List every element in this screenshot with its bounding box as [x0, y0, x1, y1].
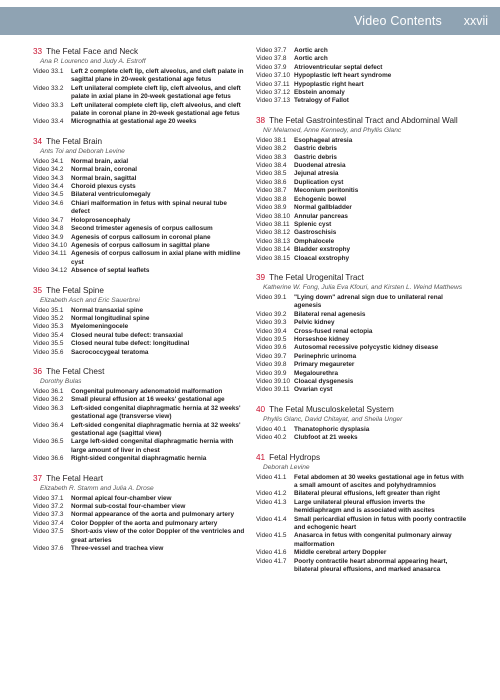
video-title: Agenesis of corpus callosum in sagittal plane: [71, 241, 210, 249]
video-number: Video 39.9: [256, 369, 287, 377]
chapter-number: 37: [33, 473, 43, 483]
video-entry[interactable]: [33, 528, 245, 545]
video-entry[interactable]: [33, 68, 245, 85]
chapter-number: 40: [256, 404, 266, 414]
video-number: Video 40.2: [256, 434, 287, 442]
chapter-section: [33, 474, 245, 554]
video-entry[interactable]: [256, 204, 468, 212]
video-entry[interactable]: [256, 238, 468, 246]
video-entry[interactable]: [256, 386, 468, 394]
video-title: Chiari malformation in fetus with spinal neural tube defect: [71, 199, 227, 216]
chapter-authors: Katherine W. Fong, Julia Eva Kfouri, and Kirsten L. Weind Matthews: [263, 283, 463, 291]
video-entry[interactable]: [33, 267, 245, 275]
video-number: Video 38.9: [256, 204, 287, 212]
video-number: Video 38.1: [256, 136, 287, 144]
video-entry[interactable]: [256, 72, 468, 80]
video-entry[interactable]: [33, 405, 245, 422]
video-number: Video 33.4: [33, 118, 64, 126]
video-title: Congenital pulmonary adenomatoid malformation: [71, 387, 223, 395]
page-number: xxvii: [463, 14, 488, 28]
video-title: Left-sided congenital diaphragmatic hernia at 32 weeks' gestational age (sagittal view): [71, 421, 241, 437]
video-title: Normal appearance of the aorta and pulmonary artery: [71, 511, 235, 519]
video-title: Short-axis view of the color Doppler of the ventricles and great arteries: [71, 528, 245, 544]
video-number: Video 41.7: [256, 557, 287, 565]
video-title: Sacrococcygeal teratoma: [71, 348, 149, 356]
video-entry[interactable]: [33, 158, 245, 166]
video-entry[interactable]: [256, 81, 468, 89]
video-number: Video 38.10: [256, 212, 290, 220]
video-entry[interactable]: [256, 97, 468, 105]
video-title: Second trimester agenesis of corpus callosum: [71, 225, 213, 233]
video-entry[interactable]: [256, 370, 468, 378]
video-entry[interactable]: [256, 549, 468, 557]
video-number: Video 37.3: [33, 511, 64, 519]
video-entry[interactable]: [256, 311, 468, 319]
video-title: Right-sided congenital diaphragmatic hernia: [71, 455, 207, 463]
video-number: Video 34.5: [33, 191, 64, 199]
video-title: Anasarca in fetus with congenital pulmonary airway malformation: [294, 532, 452, 548]
video-title: Agenesis of corpus callosum in coronal plane: [71, 233, 211, 241]
video-title: Holoprosencephaly: [71, 216, 131, 224]
video-entry[interactable]: [256, 426, 468, 434]
chapter-number: 33: [33, 47, 43, 56]
video-entry[interactable]: [256, 532, 468, 549]
video-title: Middle cerebral artery Doppler: [294, 549, 387, 557]
video-entry[interactable]: [33, 511, 245, 519]
video-entry[interactable]: [256, 246, 468, 254]
video-title: Splenic cyst: [294, 220, 332, 228]
video-entry[interactable]: [33, 242, 245, 250]
video-entry[interactable]: [256, 319, 468, 327]
video-entry[interactable]: [256, 255, 468, 263]
video-number: Video 39.1: [256, 293, 287, 301]
chapter-heading: [33, 137, 245, 147]
video-number: Video 37.4: [33, 519, 64, 527]
video-number: Video 34.9: [33, 233, 64, 241]
chapter-heading: [33, 474, 245, 484]
video-number: Video 39.3: [256, 319, 287, 327]
video-title: Jejunal atresia: [294, 170, 339, 178]
chapter-section: [256, 453, 468, 575]
video-title: Omphalocele: [294, 237, 335, 245]
chapter-authors: Phyllis Glanc, David Chitayat, and Sheila Unger: [263, 415, 403, 423]
video-title: Absence of septal leaflets: [71, 267, 150, 275]
video-entry[interactable]: [33, 396, 245, 404]
chapter-heading: [33, 286, 245, 296]
left-column: [33, 47, 245, 563]
video-entry[interactable]: [33, 307, 245, 315]
video-number: Video 37.6: [33, 545, 64, 553]
video-entry[interactable]: [33, 118, 245, 126]
video-entry[interactable]: [33, 234, 245, 242]
video-entry[interactable]: [256, 221, 468, 229]
video-title: Echogenic bowel: [294, 195, 347, 203]
chapter-title: The Fetal Urogenital Tract: [269, 272, 364, 282]
video-title: Closed neural tube defect: longitudinal: [71, 340, 190, 348]
chapter-heading: [256, 453, 468, 463]
video-title: Left 2 complete cleft lip, cleft alveolus, and cleft palate in sagittal plane in 20-week gestational age fetus: [71, 68, 244, 84]
chapter-title: The Fetal Face and Neck: [46, 47, 139, 56]
chapter-heading: [33, 47, 245, 57]
video-entry[interactable]: [256, 170, 468, 178]
video-number: Video 34.11: [33, 250, 67, 258]
video-number: Video 33.2: [33, 84, 64, 92]
video-entry[interactable]: [256, 137, 468, 145]
video-title: Duplication cyst: [294, 178, 344, 186]
video-title: Micrognathia at gestational age 20 weeks: [71, 118, 197, 126]
chapter-number: 41: [256, 452, 266, 462]
video-entry[interactable]: [33, 191, 245, 199]
video-title: "Lying down" adrenal sign due to unilateral renal agenesis: [294, 293, 443, 310]
video-title: Small pericardial effusion in fetus with poorly contractile and echogenic heart: [294, 515, 467, 532]
chapter-title: The Fetal Heart: [46, 473, 103, 483]
video-entry[interactable]: [256, 344, 468, 352]
video-title: Duodenal atresia: [294, 162, 346, 170]
chapter-section: [256, 273, 468, 395]
video-number: Video 34.7: [33, 216, 64, 224]
video-number: Video 36.6: [33, 455, 64, 463]
video-entry[interactable]: [256, 47, 468, 55]
video-title: Bladder exstrophy: [294, 246, 351, 254]
chapter-number: 38: [256, 115, 266, 125]
video-number: Video 41.3: [256, 498, 287, 506]
video-entry[interactable]: [256, 294, 468, 311]
chapter-authors: Ants Toi and Deborah Levine: [40, 147, 125, 155]
video-entry[interactable]: [256, 434, 468, 442]
video-entry[interactable]: [256, 474, 468, 491]
chapter-authors: Elizabeth Asch and Eric Sauerbrei: [40, 296, 140, 304]
video-entry[interactable]: [256, 516, 468, 533]
video-number: Video 35.1: [33, 306, 64, 314]
video-entry[interactable]: [33, 340, 245, 348]
video-title: Horseshoe kidney: [294, 335, 350, 343]
running-header: [0, 7, 500, 35]
video-title: Large left-sided congenital diaphragmatic hernia with large amount of liver in chest: [71, 438, 234, 454]
video-entry[interactable]: [33, 166, 245, 174]
chapter-heading: [33, 367, 245, 377]
video-title: Left unilateral complete cleft lip, cleft alveolus, and cleft palate in axial plane in 20-week gestational age fetus: [71, 84, 241, 101]
video-entry[interactable]: [256, 499, 468, 516]
video-title: Aortic arch: [294, 47, 328, 54]
video-title: Hypoplastic left heart syndrome: [294, 72, 392, 80]
video-title: Autosomal recessive polycystic kidney disease: [294, 344, 439, 352]
video-number: Video 39.5: [256, 335, 287, 343]
video-number: Video 37.9: [256, 63, 287, 71]
video-number: Video 38.13: [256, 237, 290, 245]
video-title: Left-sided congenital diaphragmatic hernia at 32 weeks' gestational age (transverse view): [71, 404, 241, 421]
video-number: Video 36.5: [33, 438, 64, 446]
chapter-title: The Fetal Brain: [46, 136, 103, 146]
video-entry[interactable]: [256, 187, 468, 195]
chapter-title: The Fetal Musculoskeletal System: [269, 404, 394, 414]
video-title: Clubfoot at 21 weeks: [294, 434, 358, 442]
chapter-authors: Dorothy Bulas: [40, 377, 82, 385]
video-number: Video 39.2: [256, 310, 287, 318]
video-title: Bilateral pleural effusions, left greater than right: [294, 490, 440, 498]
video-number: Video 35.5: [33, 340, 64, 348]
video-number: Video 39.7: [256, 352, 287, 360]
video-number: Video 35.4: [33, 331, 64, 339]
video-entry[interactable]: [256, 490, 468, 498]
video-entry[interactable]: [256, 336, 468, 344]
chapter-authors: Deborah Levine: [263, 463, 310, 471]
video-number: Video 38.3: [256, 153, 287, 161]
chapter-number: 35: [33, 285, 43, 295]
video-entry[interactable]: [256, 558, 468, 575]
video-number: Video 38.14: [256, 246, 290, 254]
video-number: Video 37.1: [33, 494, 64, 502]
video-entry[interactable]: [256, 154, 468, 162]
video-entry[interactable]: [33, 250, 245, 267]
chapter-title: The Fetal Gastrointestinal Tract and Abdominal Wall: [269, 115, 458, 125]
video-number: Video 39.10: [256, 378, 290, 385]
video-number: Video 38.5: [256, 170, 287, 178]
video-entry[interactable]: [33, 85, 245, 102]
video-entry[interactable]: [33, 388, 245, 396]
video-title: Normal longitudinal spine: [71, 314, 150, 322]
video-title: Thanatophoric dysplasia: [294, 425, 370, 433]
video-title: Small pleural effusion at 16 weeks' gestational age: [71, 396, 225, 404]
video-entry[interactable]: [256, 353, 468, 361]
video-title: Normal sub-costal four-chamber view: [71, 503, 186, 511]
video-number: Video 36.3: [33, 404, 64, 412]
chapter-authors: Nir Melamed, Anne Kennedy, and Phyllis Glanc: [263, 126, 402, 134]
chapter-number: 34: [33, 136, 43, 146]
video-entry[interactable]: [33, 545, 245, 553]
video-number: Video 39.8: [256, 361, 287, 369]
video-number: Video 38.8: [256, 195, 287, 203]
video-entry[interactable]: [256, 361, 468, 369]
video-number: Video 35.2: [33, 314, 64, 322]
video-number: Video 38.15: [256, 254, 290, 262]
video-entry[interactable]: [33, 349, 245, 357]
video-number: Video 38.4: [256, 162, 287, 170]
video-number: Video 34.3: [33, 174, 64, 182]
video-entry[interactable]: [33, 315, 245, 323]
video-title: Myelomeningocele: [71, 323, 129, 331]
video-number: Video 41.1: [256, 473, 287, 481]
video-number: Video 38.11: [256, 220, 290, 228]
video-title: Normal transaxial spine: [71, 306, 144, 314]
video-title: Three-vessel and trachea view: [71, 545, 164, 553]
chapter-heading: [256, 405, 468, 415]
video-entry[interactable]: [33, 217, 245, 225]
video-title: Normal brain, sagittal: [71, 174, 137, 182]
video-entry[interactable]: [33, 438, 245, 455]
video-title: Aortic arch: [294, 55, 328, 63]
video-entry[interactable]: [256, 162, 468, 170]
video-title: Bilateral ventriculomegaly: [71, 191, 151, 199]
video-entry[interactable]: [33, 183, 245, 191]
video-entry[interactable]: [256, 89, 468, 97]
video-entry[interactable]: [33, 225, 245, 233]
video-title: Fetal abdomen at 30 weeks gestational age in fetus with a small amount of ascites and polyhydramnios: [294, 473, 464, 490]
video-entry[interactable]: [33, 332, 245, 340]
video-number: Video 37.2: [33, 503, 64, 511]
video-title: Bilateral renal agenesis: [294, 310, 366, 318]
video-title: Ovarian cyst: [294, 386, 333, 394]
video-number: Video 35.3: [33, 323, 64, 331]
video-title: Esophageal atresia: [294, 136, 353, 144]
video-number: Video 37.5: [33, 528, 64, 536]
video-number: Video 34.4: [33, 183, 64, 191]
chapter-heading: [256, 116, 468, 126]
video-number: Video 37.7: [256, 47, 287, 54]
video-title: Left unilateral complete cleft lip, cleft alveolus, and cleft palate in coronal plane in 20-week gestational age fetus: [71, 101, 241, 118]
video-title: Pelvic kidney: [294, 319, 335, 327]
video-entry[interactable]: [256, 55, 468, 63]
video-entry[interactable]: [33, 200, 245, 217]
video-entry[interactable]: [256, 328, 468, 336]
header-title: Video Contents: [353, 14, 442, 28]
video-number: Video 33.1: [33, 68, 64, 75]
video-entry[interactable]: [33, 323, 245, 331]
video-number: Video 34.10: [33, 241, 67, 249]
video-title: Closed neural tube defect: transaxial: [71, 331, 183, 339]
video-number: Video 38.6: [256, 178, 287, 186]
video-number: Video 37.12: [256, 89, 290, 97]
video-entry[interactable]: [33, 455, 245, 463]
video-title: Megalourethra: [294, 369, 339, 377]
video-number: Video 36.2: [33, 396, 64, 404]
video-entry[interactable]: [256, 64, 468, 72]
video-title: Ebstein anomaly: [294, 89, 345, 97]
video-number: Video 34.12: [33, 267, 67, 275]
video-number: Video 39.6: [256, 344, 287, 352]
video-number: Video 38.12: [256, 229, 290, 237]
video-number: Video 36.4: [33, 421, 64, 429]
video-number: Video 37.11: [256, 80, 290, 88]
video-entry[interactable]: [256, 378, 468, 386]
video-number: Video 40.1: [256, 425, 287, 433]
chapter-number: 36: [33, 366, 43, 376]
chapter-section: [33, 137, 245, 276]
video-entry[interactable]: [256, 196, 468, 204]
video-title: Normal gallbladder: [294, 204, 352, 212]
video-number: Video 37.13: [256, 97, 290, 105]
video-entry[interactable]: [33, 102, 245, 119]
chapter-title: The Fetal Chest: [46, 366, 105, 376]
video-number: Video 41.4: [256, 515, 287, 523]
video-number: Video 38.2: [256, 145, 287, 153]
video-number: Video 39.4: [256, 327, 287, 335]
video-title: Hypoplastic right heart: [294, 80, 364, 88]
video-title: Normal apical four-chamber view: [71, 494, 172, 502]
video-title: Gastric debris: [294, 153, 337, 161]
chapter-section: [256, 47, 468, 106]
video-number: Video 41.6: [256, 549, 287, 557]
chapter-section: [33, 47, 245, 127]
video-title: Atrioventricular septal defect: [294, 63, 383, 71]
video-number: Video 37.10: [256, 72, 290, 80]
video-title: Meconium peritonitis: [294, 187, 359, 195]
video-title: Large unilateral pleural effusion inverts the hemidiaphragm and is associated with ascites: [294, 498, 435, 515]
video-number: Video 35.6: [33, 348, 64, 356]
video-title: Cross-fused renal ectopia: [294, 327, 373, 335]
video-number: Video 36.1: [33, 387, 64, 395]
video-title: Poorly contractile heart abnormal appearing heart, bilateral pleural effusions, and marked anasarca: [294, 557, 448, 574]
video-entry[interactable]: [256, 145, 468, 153]
video-title: Cloacal dysgenesis: [294, 378, 354, 385]
video-entry[interactable]: [33, 175, 245, 183]
video-title: Perinephric urinoma: [294, 352, 357, 360]
video-number: Video 39.11: [256, 386, 290, 394]
chapter-title: The Fetal Spine: [46, 285, 104, 295]
video-title: Agenesis of corpus callosum in axial plane with midline cyst: [71, 250, 241, 266]
video-title: Primary megaureter: [294, 361, 355, 369]
video-entry[interactable]: [33, 503, 245, 511]
video-title: Choroid plexus cysts: [71, 183, 136, 191]
video-title: Normal brain, coronal: [71, 166, 138, 174]
chapter-section: [256, 405, 468, 443]
chapter-heading: [256, 273, 468, 283]
video-title: Tetralogy of Fallot: [294, 97, 349, 105]
video-number: Video 37.8: [256, 55, 287, 63]
video-number: Video 34.8: [33, 225, 64, 233]
video-title: Gastroschisis: [294, 229, 337, 237]
chapter-authors: Elizabeth R. Stamm and Julia A. Drose: [40, 484, 154, 492]
video-number: Video 38.7: [256, 187, 287, 195]
video-title: Cloacal exstrophy: [294, 254, 350, 262]
video-number: Video 34.2: [33, 166, 64, 174]
chapter-title: Fetal Hydrops: [269, 452, 321, 462]
chapter-section: [256, 116, 468, 263]
chapter-authors: Ana P. Lourenco and Judy A. Estroff: [40, 58, 146, 65]
video-entry[interactable]: [33, 422, 245, 439]
video-title: Gastric debris: [294, 145, 337, 153]
video-title: Color Doppler of the aorta and pulmonary artery: [71, 519, 218, 527]
video-number: Video 34.6: [33, 199, 64, 207]
chapter-section: [33, 286, 245, 357]
right-column: [256, 47, 468, 585]
video-entry[interactable]: [33, 520, 245, 528]
video-entry[interactable]: [256, 179, 468, 187]
video-entry[interactable]: [33, 495, 245, 503]
video-number: Video 34.1: [33, 157, 64, 165]
video-number: Video 33.3: [33, 101, 64, 109]
video-number: Video 41.2: [256, 490, 287, 498]
video-entry[interactable]: [256, 213, 468, 221]
chapter-section: [33, 367, 245, 464]
video-number: Video 41.5: [256, 532, 287, 540]
video-title: Annular pancreas: [294, 212, 348, 220]
video-title: Normal brain, axial: [71, 157, 129, 165]
video-entry[interactable]: [256, 229, 468, 237]
chapter-number: 39: [256, 272, 266, 282]
